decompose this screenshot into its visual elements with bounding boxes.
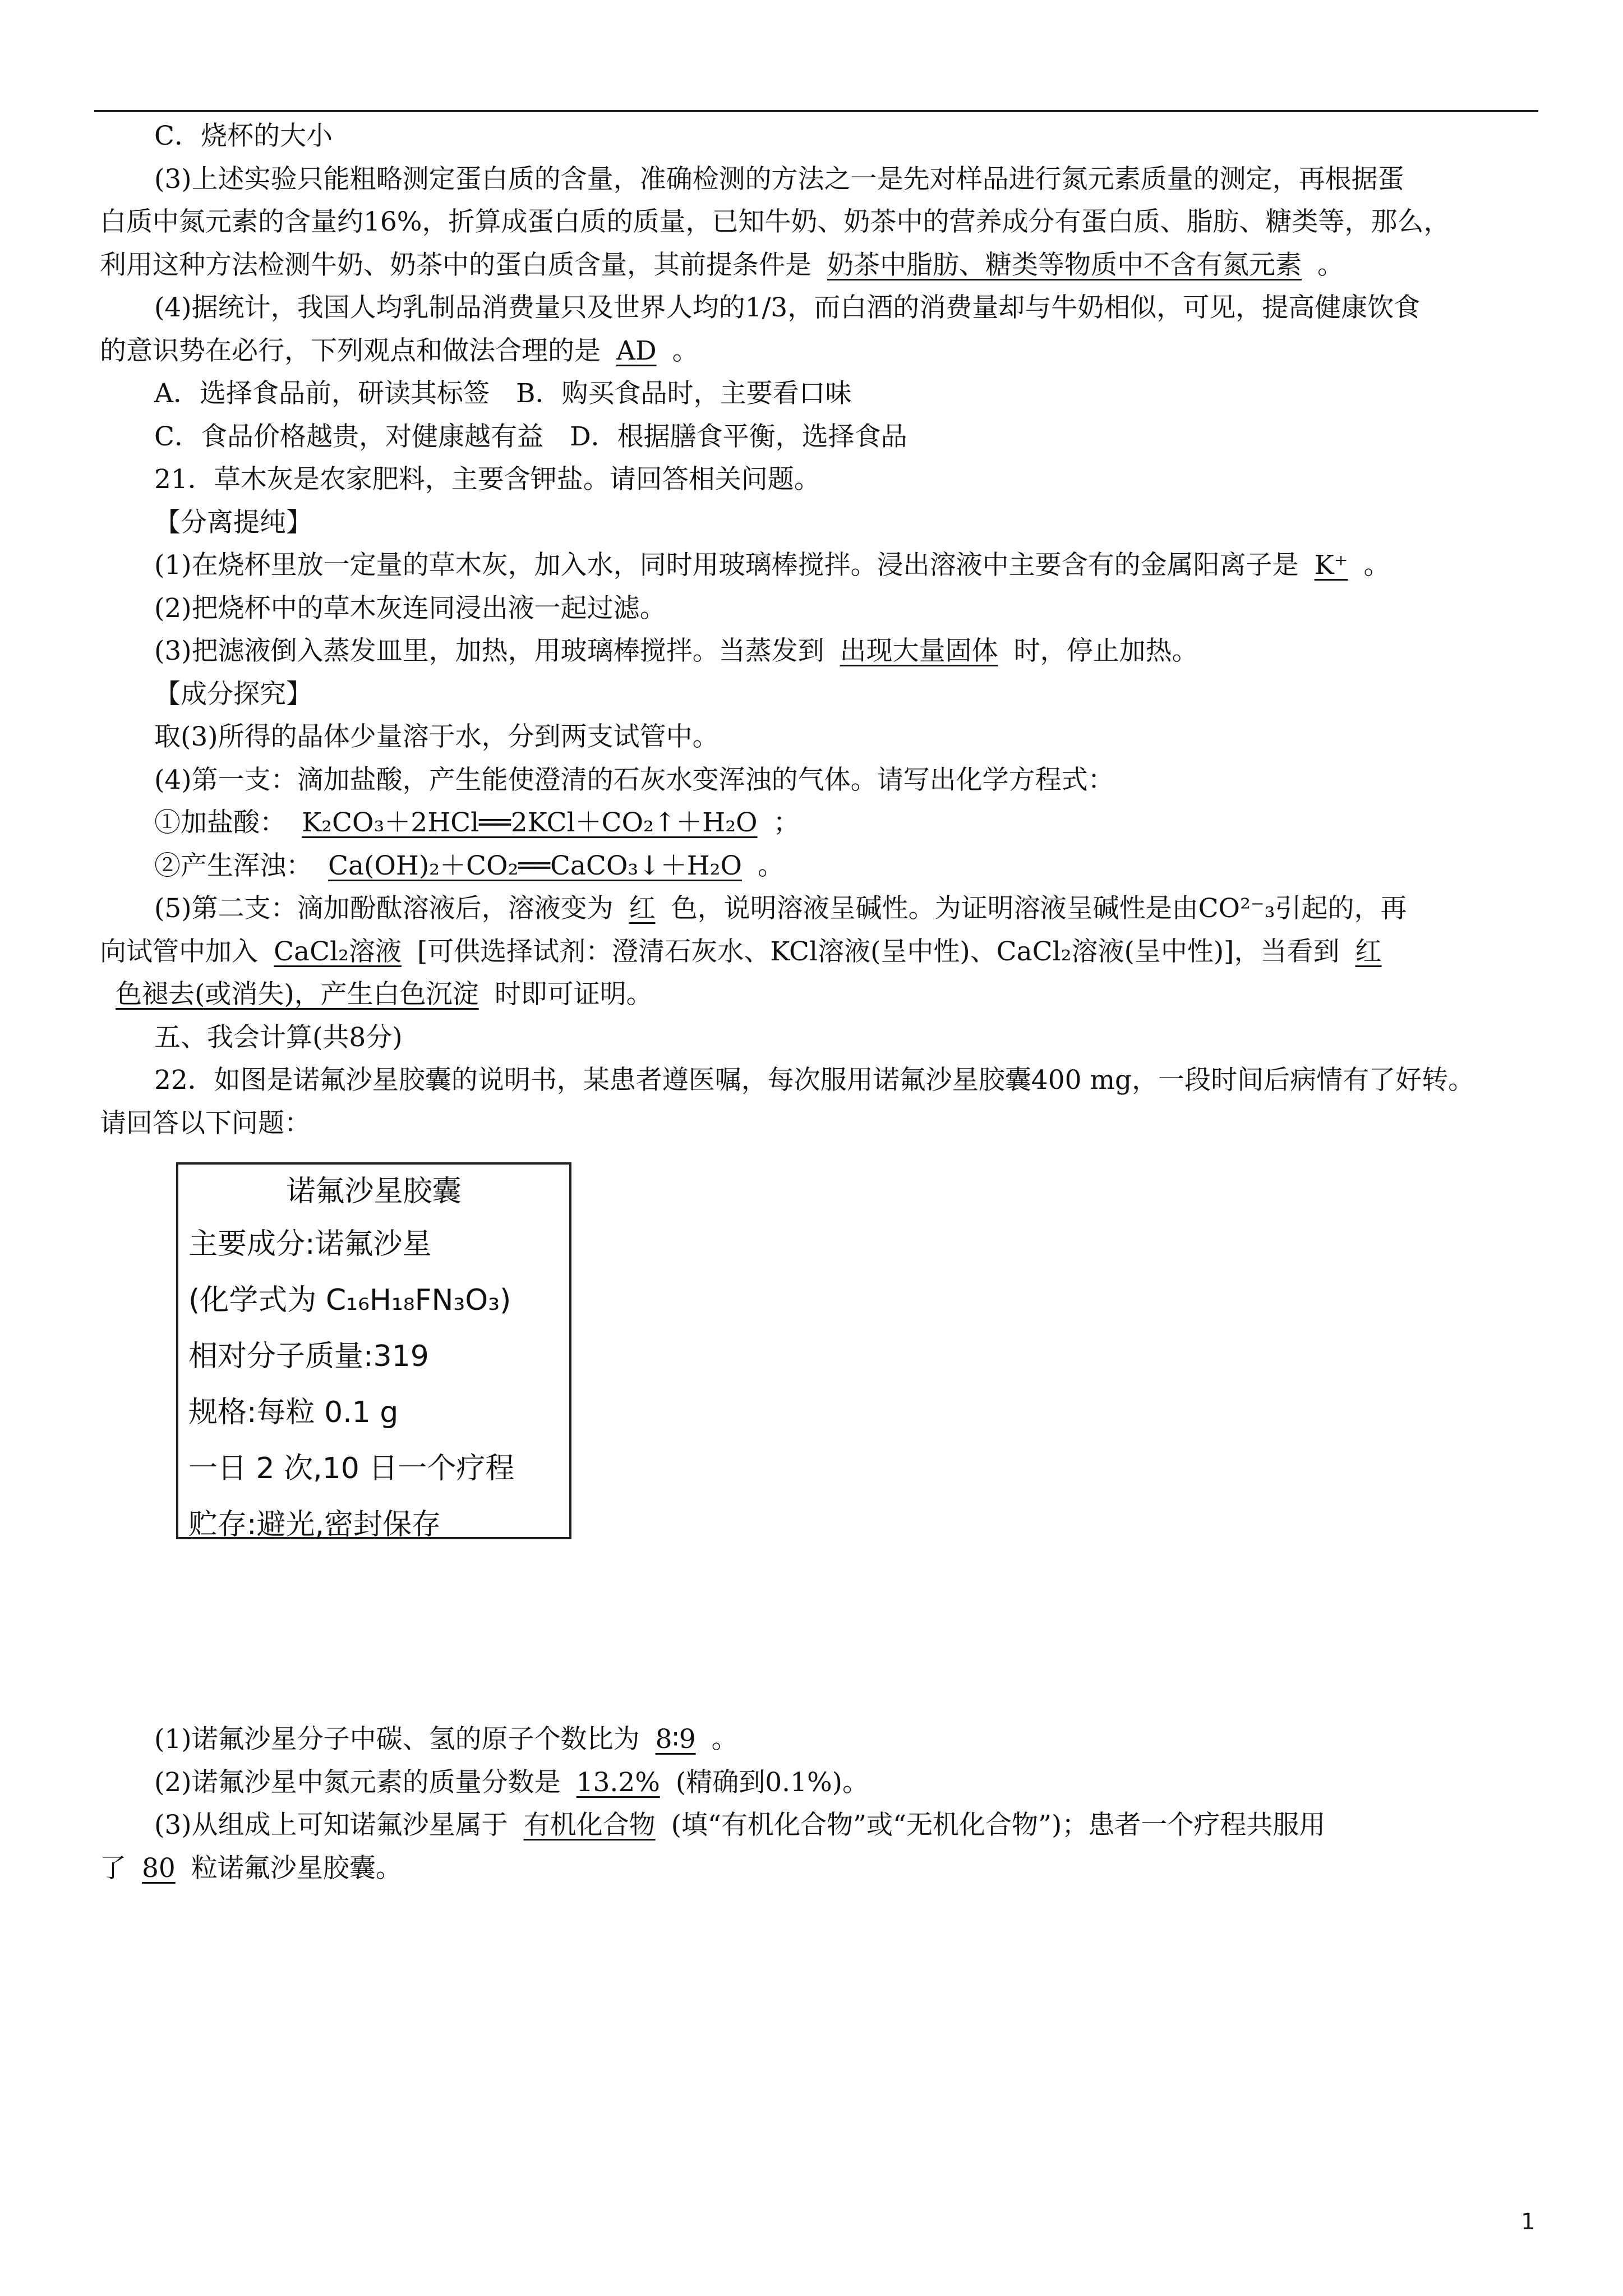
text-line bbox=[100, 372, 1541, 416]
drug-label-row: (化学式为 C₁₆H₁₈FN₃O₃) bbox=[188, 1283, 511, 1317]
line-text: 了 bbox=[100, 1852, 126, 1884]
line-text: 请回答以下问题： bbox=[100, 1107, 311, 1139]
answer-blank: 8∶9 bbox=[655, 1724, 696, 1755]
line-text: 色，说明溶液呈碱性。为证明溶液呈碱性是由CO²⁻₃引起的，再 bbox=[671, 893, 1407, 924]
line-text: 的意识势在必行，下列观点和做法合理的是 bbox=[100, 335, 601, 366]
answer-blank: 13.2% bbox=[576, 1766, 660, 1798]
line-text: C．食品价格越贵，对健康越有益 D．根据膳食平衡，选择食品 bbox=[154, 421, 907, 452]
text-line bbox=[100, 887, 1541, 931]
line-text: ①加盐酸： bbox=[154, 807, 286, 838]
line-text: C．烧杯的大小 bbox=[154, 121, 333, 151]
line-text: (4)第一支：滴加盐酸，产生能使澄清的石灰水变浑浊的气体。请写出化学方程式： bbox=[154, 764, 1114, 795]
line-text: [可供选择试剂：澄清石灰水、KCl溶液(呈中性)、CaCl₂溶液(呈中性)]，当看到 bbox=[417, 936, 1340, 967]
answer-blank: CaCl₂溶液 bbox=[274, 936, 402, 967]
document-body bbox=[100, 115, 1541, 1890]
line-text: 。 bbox=[1317, 249, 1344, 280]
text-line bbox=[100, 330, 1541, 373]
text-line bbox=[100, 501, 1541, 545]
text-line bbox=[100, 458, 1541, 501]
text-line bbox=[100, 201, 1541, 244]
answer-blank: 出现大量固体 bbox=[840, 636, 998, 666]
text-line bbox=[100, 1059, 1541, 1102]
line-text: 。 bbox=[672, 335, 699, 366]
text-line bbox=[100, 630, 1541, 673]
text-line bbox=[100, 115, 1541, 158]
text-line bbox=[100, 973, 1541, 1016]
drug-label-row: 一日 2 次,10 日一个疗程 bbox=[188, 1452, 515, 1485]
line-text: 。 bbox=[758, 850, 785, 881]
answer-blank: 80 bbox=[142, 1852, 176, 1884]
line-text: 。 bbox=[1363, 550, 1390, 581]
text-line bbox=[100, 244, 1541, 287]
line-text: (3)把滤液倒入蒸发皿里，加热，用玻璃棒搅拌。当蒸发到 bbox=[154, 636, 824, 666]
answer-blank: 有机化合物 bbox=[523, 1810, 656, 1841]
text-line bbox=[100, 802, 1541, 845]
answer-blank: AD bbox=[616, 335, 657, 366]
answer-blank: Ca(OH)₂＋CO₂══CaCO₃↓＋H₂O bbox=[328, 850, 743, 881]
text-line bbox=[100, 931, 1541, 974]
drug-label-row: 相对分子质量:319 bbox=[188, 1340, 429, 1373]
text-line bbox=[100, 1847, 1541, 1890]
drug-label-title: 诺氟沙星胶囊 bbox=[286, 1175, 462, 1208]
line-text: 。 bbox=[711, 1724, 738, 1755]
line-text: (3)上述实验只能粗略测定蛋白质的含量，准确检测的方法之一是先对样品进行氮元素质量的测定，再根据蛋 bbox=[154, 163, 1404, 195]
text-line bbox=[100, 544, 1541, 587]
drug-label-row: 规格:每粒 0.1 g bbox=[188, 1396, 399, 1429]
line-text: 五、我会计算(共8分) bbox=[154, 1022, 403, 1053]
line-text: (2)把烧杯中的草木灰连同浸出液一起过滤。 bbox=[154, 592, 666, 624]
line-text: 向试管中加入 bbox=[100, 936, 258, 967]
text-line bbox=[100, 1016, 1541, 1060]
line-text: A．选择食品前，研读其标签 B．购买食品时，主要看口味 bbox=[154, 378, 852, 409]
line-text: (4)据统计，我国人均乳制品消费量只及世界人均的1/3，而白酒的消费量却与牛奶相似，可见，提高健康饮食 bbox=[154, 292, 1421, 323]
drug-label-row: 主要成分:诺氟沙星 bbox=[188, 1227, 432, 1261]
line-text: ； bbox=[773, 807, 800, 838]
answer-blank: 红 bbox=[629, 893, 656, 924]
text-line bbox=[100, 1718, 1541, 1761]
text-line bbox=[100, 716, 1541, 759]
answer-blank: 红 bbox=[1355, 936, 1382, 967]
line-text: (1)诺氟沙星分子中碳、氢的原子个数比为 bbox=[154, 1724, 640, 1755]
line-text: (5)第二支：滴加酚酞溶液后，溶液变为 bbox=[154, 893, 614, 924]
drug-label-box bbox=[176, 1162, 571, 1542]
text-line bbox=[100, 845, 1541, 888]
line-text: 时，停止加热。 bbox=[1013, 636, 1198, 666]
line-text: ②产生浑浊： bbox=[154, 850, 312, 881]
page-number: 1 bbox=[1521, 2209, 1536, 2235]
question-block-upper bbox=[100, 115, 1541, 1145]
text-line bbox=[100, 287, 1541, 330]
drug-label-row: 贮存:避光,密封保存 bbox=[188, 1508, 441, 1542]
answer-blank: K₂CO₃＋2HCl══2KCl＋CO₂↑＋H₂O bbox=[302, 807, 758, 838]
text-line bbox=[100, 416, 1541, 459]
text-line bbox=[100, 1761, 1541, 1805]
answer-blank: 奶茶中脂肪、糖类等物质中不含有氮元素 bbox=[827, 249, 1302, 280]
line-text: 白质中氮元素的含量约16%，折算成蛋白质的质量，已知牛奶、奶茶中的营养成分有蛋白质、脂肪、糖类等，那么， bbox=[100, 206, 1450, 237]
line-text: 【分离提纯】 bbox=[154, 507, 312, 538]
text-line bbox=[100, 1804, 1541, 1847]
line-text: (精确到0.1%)。 bbox=[675, 1766, 869, 1798]
line-text: (3)从组成上可知诺氟沙星属于 bbox=[154, 1810, 508, 1841]
line-text: 粒诺氟沙星胶囊。 bbox=[191, 1852, 402, 1884]
line-text: 取(3)所得的晶体少量溶于水，分到两支试管中。 bbox=[154, 721, 719, 752]
line-text: 21．草木灰是农家肥料，主要含钾盐。请回答相关问题。 bbox=[154, 464, 820, 495]
header-rule bbox=[94, 110, 1538, 112]
text-line bbox=[100, 1102, 1541, 1145]
line-text: 时即可证明。 bbox=[494, 979, 653, 1010]
line-text: (填“有机化合物”或“无机化合物”)；患者一个疗程共服用 bbox=[671, 1810, 1326, 1841]
line-text: (2)诺氟沙星中氮元素的质量分数是 bbox=[154, 1766, 561, 1798]
line-text: 【成分探究】 bbox=[154, 678, 312, 710]
question-block-lower bbox=[100, 1718, 1541, 1890]
line-text: (1)在烧杯里放一定量的草木灰，加入水，同时用玻璃棒搅拌。浸出溶液中主要含有的金属阳离子是 bbox=[154, 550, 1299, 581]
text-line bbox=[100, 158, 1541, 201]
answer-blank: 色褪去(或消失)，产生白色沉淀 bbox=[116, 979, 479, 1010]
line-text: 利用这种方法检测牛奶、奶茶中的蛋白质含量，其前提条件是 bbox=[100, 249, 811, 280]
text-line bbox=[100, 587, 1541, 631]
text-line bbox=[100, 759, 1541, 802]
answer-blank: K⁺ bbox=[1314, 550, 1348, 581]
text-line bbox=[100, 673, 1541, 716]
line-text: 22．如图是诺氟沙星胶囊的说明书，某患者遵医嘱，每次服用诺氟沙星胶囊400 mg，一段时间后病情有了好转。 bbox=[154, 1065, 1475, 1096]
